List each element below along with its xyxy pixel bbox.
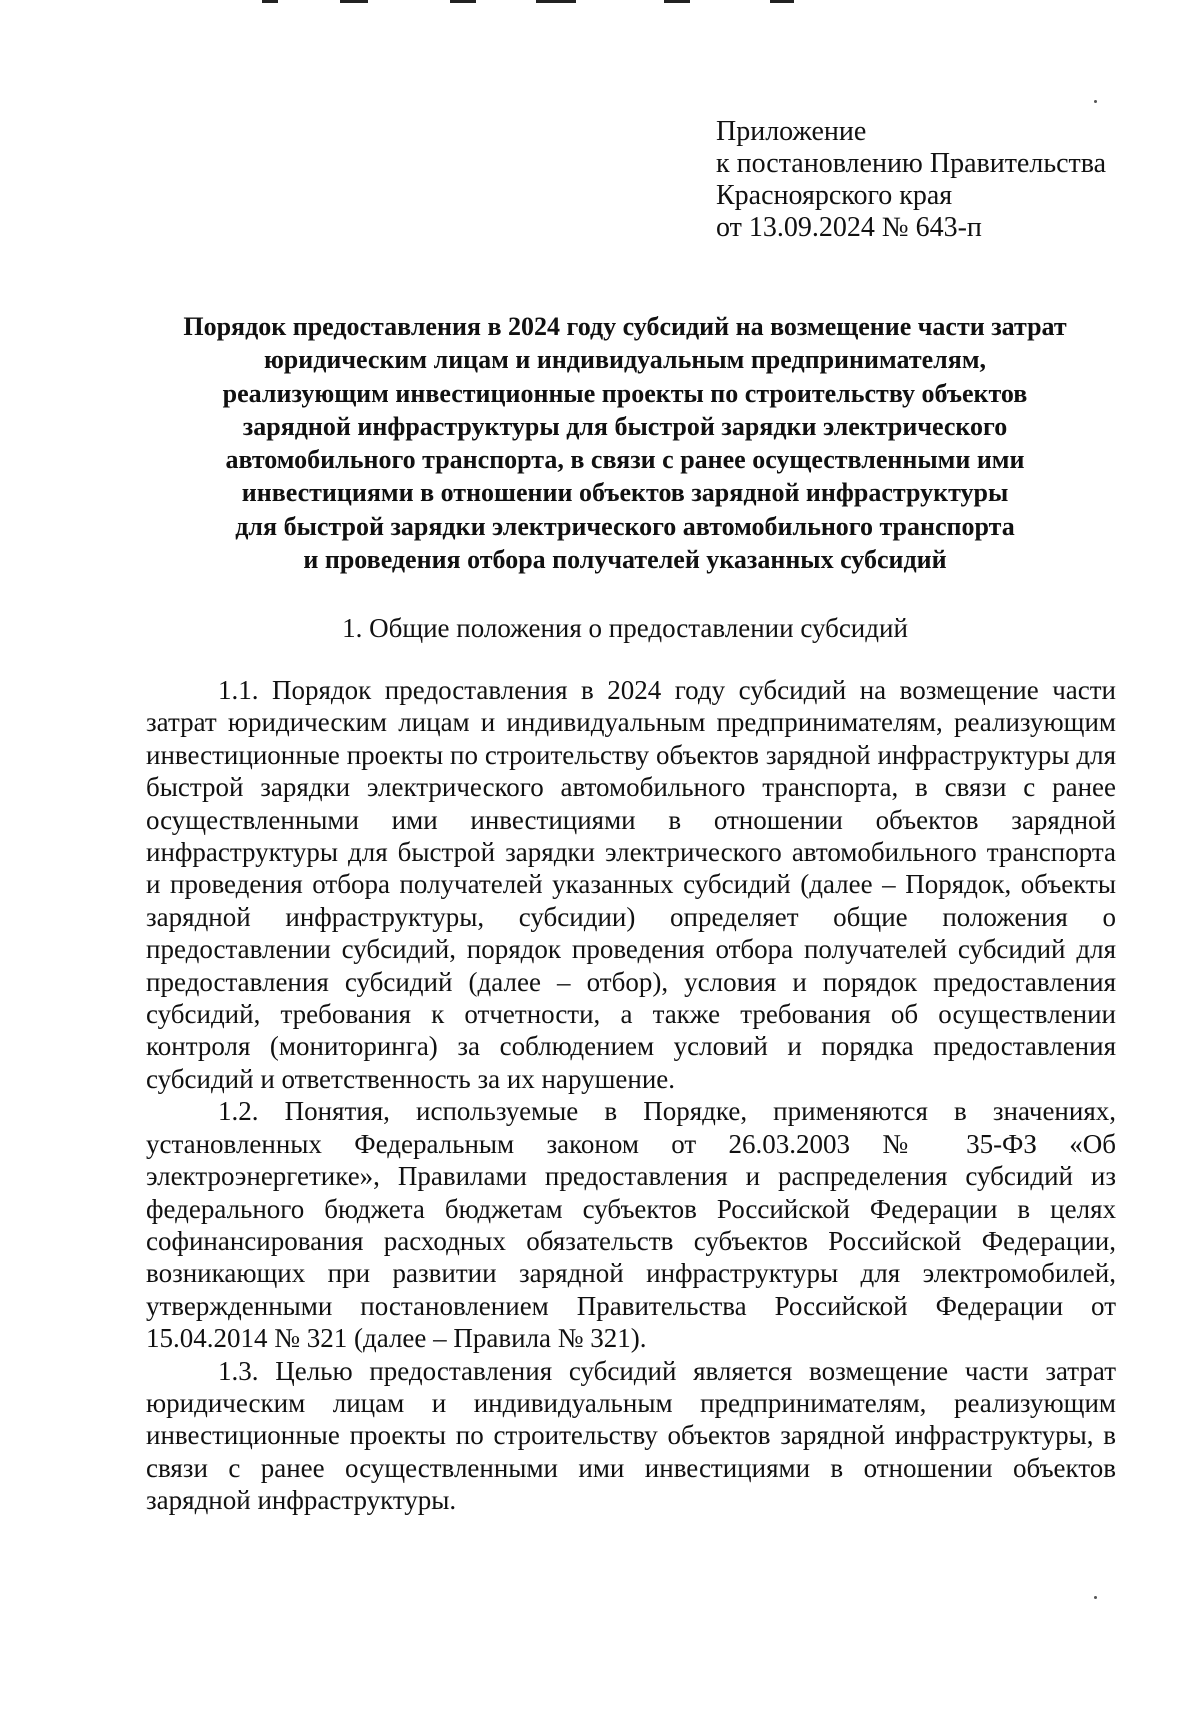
title-line: юридическим лицам и индивидуальным предпринимателям, xyxy=(263,345,987,375)
paragraph-1-1: 1.1. Порядок предоставления в 2024 году субсидий на возмещение части затрат юридическим лицам и индивидуальным предпринимателям, реализующим инвестиционные проекты по строительству объектов зарядной инфраструктуры для быстрой зарядки электрического автомобильного транспорта, в связи с ранее осуществленными ими инвестициями в отношении объектов зарядной инфраструктуры для быстрой зарядки электрического автомобильного транспорта и проведения отбора получателей указанных субсидий (далее – Порядок, объекты зарядной инфраструктуры, субсидии) определяет общие положения о предоставлении субсидий, порядок проведения отбора получателей субсидий для предоставления субсидий (далее – отбор), условия и порядок предоставления субсидий, требования к отчетности, а также требования об осуществлении контроля (мониторинга) за соблюдением условий и порядка предоставления субсидий и ответственность за их нарушение. xyxy=(146,675,1116,1094)
scan-top-mark xyxy=(450,0,476,3)
appendix-line: к постановлению Правительства xyxy=(716,148,1107,179)
appendix-block xyxy=(716,116,1106,244)
appendix-line: Приложение xyxy=(716,116,867,147)
title-line: зарядной инфраструктуры для быстрой зарядки электрического xyxy=(242,411,1008,441)
title-line: автомобильного транспорта, в связи с ранее осуществленными ими xyxy=(225,445,1025,475)
scan-top-mark xyxy=(664,0,690,3)
scan-speck xyxy=(1094,1596,1097,1599)
document-title xyxy=(140,310,1110,576)
title-line: для быстрой зарядки электрического автомобильного транспорта xyxy=(235,511,1015,541)
appendix-line: Красноярского края xyxy=(716,180,953,211)
scan-top-mark xyxy=(536,0,576,3)
appendix-line: от 13.09.2024 № 643-п xyxy=(716,212,982,243)
title-line: реализующим инвестиционные проекты по строительству объектов xyxy=(222,378,1028,408)
paragraph-1-3: 1.3. Целью предоставления субсидий является возмещение части затрат юридическим лицам и индивидуальным предпринимателям, реализующим инвестиционные проекты по строительству объектов зарядной инфраструктуры, в связи с ранее осуществленными ими инвестициями в отношении объектов зарядной инфраструктуры. xyxy=(146,1355,1116,1516)
section-body xyxy=(146,674,1116,1517)
scan-speck xyxy=(1094,100,1097,103)
paragraph-1-2: 1.2. Понятия, используемые в Порядке, применяются в значениях, установленных Федеральным законом от 26.03.2003 № 35-ФЗ «Об электроэнергетике», Правилами предоставления и распределения субсидий из федерального бюджета бюджетам субъектов Российской Федерации в целях софинансирования расходных обязательств субъектов Российской Федерации, возникающих при развитии зарядной инфраструктуры для электромобилей, утвержденными постановлением Правительства Российской Федерации от 15.04.2014 № 321 (далее – Правила № 321). xyxy=(146,1096,1116,1354)
title-line: и проведения отбора получателей указанных субсидий xyxy=(303,545,947,575)
title-line: инвестициями в отношении объектов зарядной инфраструктуры xyxy=(241,478,1009,508)
section-heading: 1. Общие положения о предоставлении субсидий xyxy=(342,613,908,643)
scan-top-mark xyxy=(262,0,278,3)
title-line: Порядок предоставления в 2024 году субсидий на возмещение части затрат xyxy=(183,312,1067,341)
scan-top-mark xyxy=(770,0,794,3)
scan-top-mark xyxy=(340,0,368,3)
